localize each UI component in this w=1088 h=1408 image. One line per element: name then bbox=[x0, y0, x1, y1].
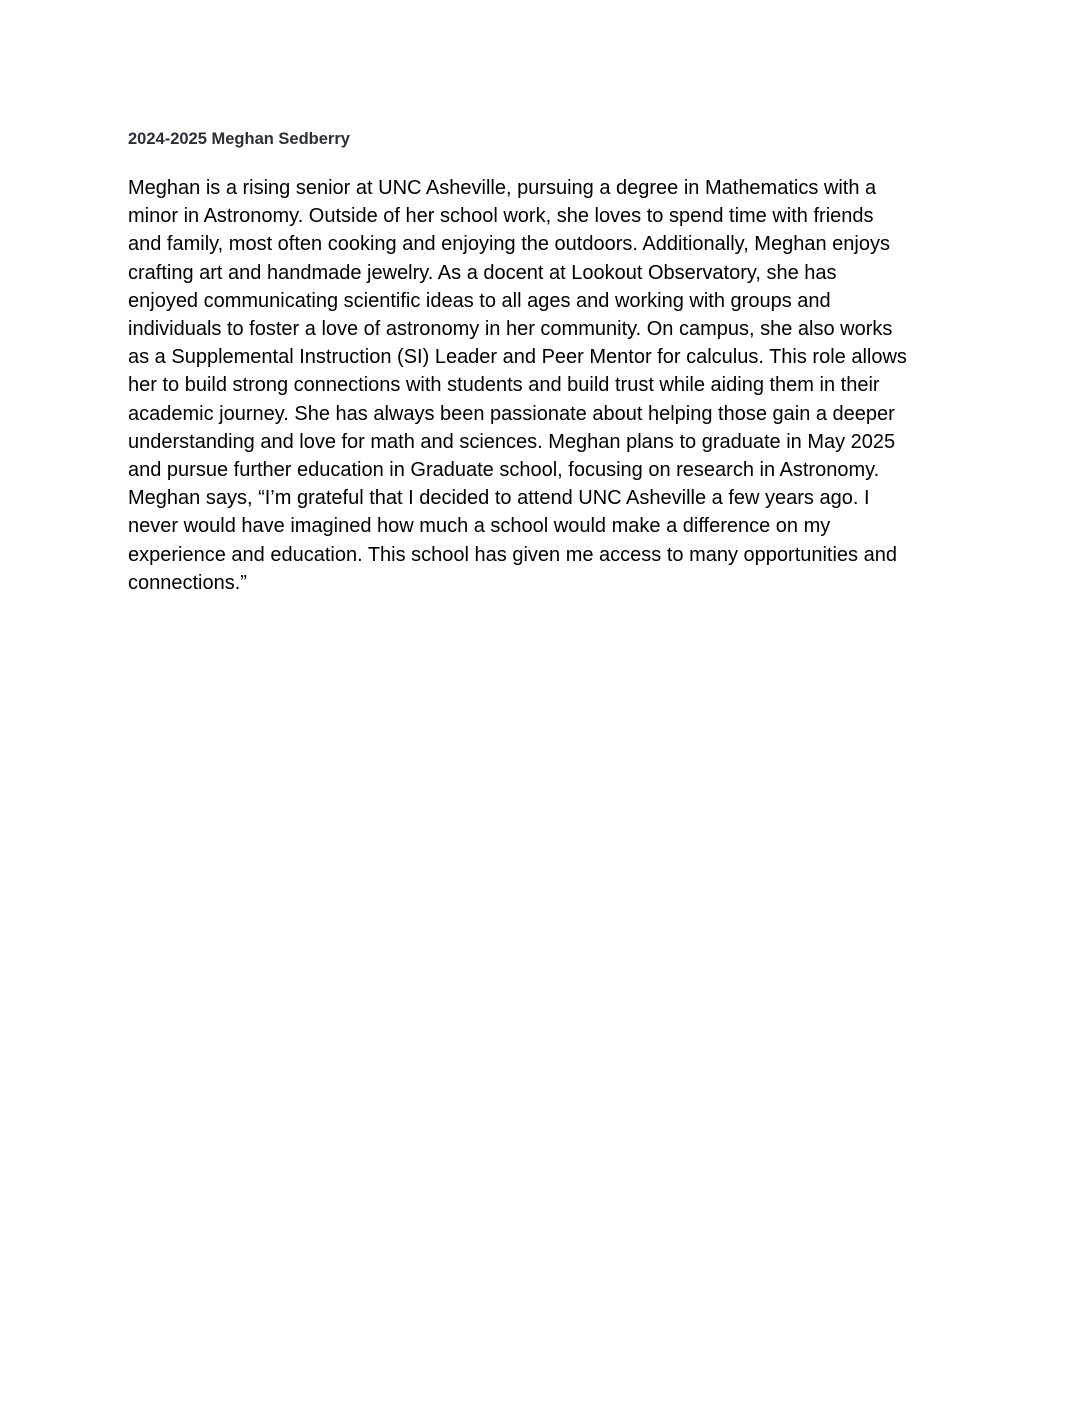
document-title: 2024-2025 Meghan Sedberry bbox=[128, 130, 350, 148]
paragraph-line: and pursue further education in Graduate school, focusing on research in Astronomy. bbox=[128, 459, 880, 482]
paragraph-line: understanding and love for math and sciences. Meghan plans to graduate in May 2025 bbox=[128, 430, 896, 453]
paragraph-line: minor in Astronomy. Outside of her school work, she loves to spend time with friends bbox=[128, 205, 874, 228]
paragraph-line: experience and education. This school has given me access to many opportunities and bbox=[128, 543, 897, 566]
paragraph-line: individuals to foster a love of astronomy in her community. On campus, she also works bbox=[128, 318, 893, 341]
paragraph-line: crafting art and handmade jewelry. As a docent at Lookout Observatory, she has bbox=[128, 261, 837, 284]
paragraph-line: and family, most often cooking and enjoying the outdoors. Additionally, Meghan enjoys bbox=[128, 233, 890, 256]
paragraph-line: Meghan says, “I’m grateful that I decided to attend UNC Asheville a few years ago. I bbox=[128, 487, 870, 510]
paragraph-line: enjoyed communicating scientific ideas to all ages and working with groups and bbox=[128, 289, 831, 312]
paragraph-line: academic journey. She has always been passionate about helping those gain a deeper bbox=[128, 402, 895, 425]
paragraph-line: as a Supplemental Instruction (SI) Leader and Peer Mentor for calculus. This role allows bbox=[128, 346, 907, 369]
paragraph-line: her to build strong connections with students and build trust while aiding them in their bbox=[128, 374, 880, 397]
paragraph-line: Meghan is a rising senior at UNC Asheville, pursuing a degree in Mathematics with a bbox=[128, 177, 877, 199]
bio-paragraph bbox=[128, 174, 978, 597]
paragraph-line: never would have imagined how much a school would make a difference on my bbox=[128, 515, 831, 538]
paragraph-line: connections.” bbox=[128, 571, 247, 594]
